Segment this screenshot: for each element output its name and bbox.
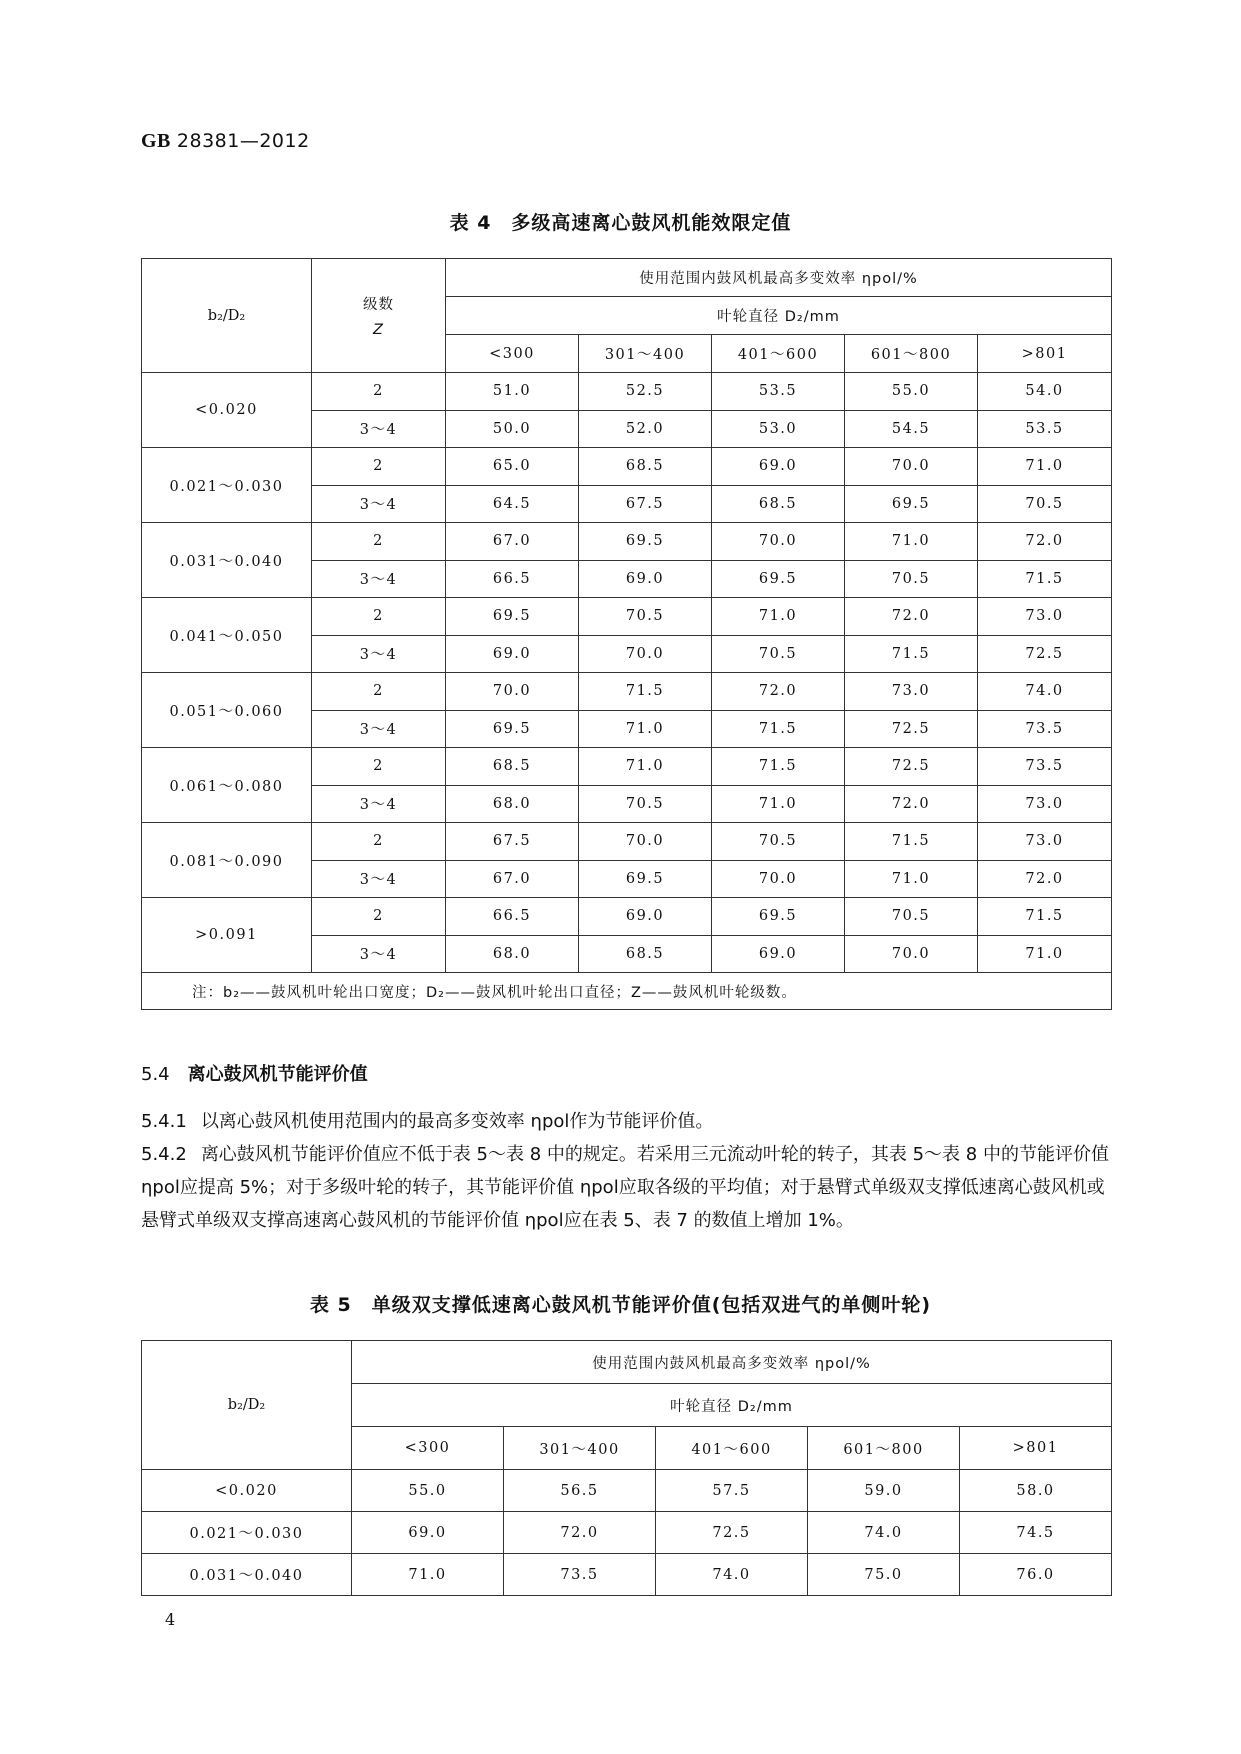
standard-number: 28381—2012	[176, 130, 310, 152]
t4-stage-cell: 2	[312, 448, 446, 486]
t4-stage-cell: 3～4	[312, 785, 446, 823]
t4-value-cell: 71.0	[845, 860, 978, 898]
paragraph-text: 离心鼓风机节能评价值应不低于表 5～表 8 中的规定。若采用三元流动叶轮的转子，其表 5～表 8 中的节能评价值 ηpol应提高 5%；对于多级叶轮的转子，其节能评价值 ηpol应取各级的平均值；对于悬臂式单级双支撑低速离心鼓风机或悬臂式单级双支撑高速离心鼓风机的节能评价值 ηpol应在表 5、表 7 的数值上增加 1%。	[141, 1144, 1109, 1231]
t4-value-cell: 50.0	[446, 410, 579, 448]
t4-value-cell: 70.5	[845, 560, 978, 598]
t4-value-cell: 73.5	[978, 748, 1112, 786]
t4-value-cell: 71.5	[845, 635, 978, 673]
t5-value-cell: 56.5	[504, 1470, 656, 1512]
t4-stage-cell: 2	[312, 373, 446, 411]
t4-stage-cell: 2	[312, 523, 446, 561]
table5	[141, 1340, 1112, 1596]
table-row	[142, 448, 1112, 486]
t4-value-cell: 71.5	[712, 710, 845, 748]
table4-caption: 表 4 多级高速离心鼓风机能效限定值	[449, 212, 792, 234]
t4-value-cell: 54.5	[845, 410, 978, 448]
t4-value-cell: 67.5	[579, 485, 712, 523]
t4-stage-cell: 3～4	[312, 410, 446, 448]
t5-value-cell: 74.5	[960, 1512, 1112, 1554]
t4-note: 注：b₂——鼓风机叶轮出口宽度；D₂——鼓风机叶轮出口直径；Z——鼓风机叶轮级数。	[142, 973, 1112, 1010]
t4-value-cell: 70.5	[712, 823, 845, 861]
t4-ratio-cell: 0.061～0.080	[142, 748, 312, 823]
t5-column-header: <300	[352, 1427, 504, 1470]
t5-ratio-cell: 0.031～0.040	[142, 1554, 352, 1596]
standard-header	[141, 130, 310, 153]
t4-value-cell: 67.0	[446, 523, 579, 561]
t4-stage-header	[312, 259, 446, 373]
t4-ratio-cell: 0.041～0.050	[142, 598, 312, 673]
t4-value-cell: 73.5	[978, 710, 1112, 748]
t4-value-cell: 68.0	[446, 935, 579, 973]
t4-value-cell: 73.0	[845, 673, 978, 711]
t5-value-cell: 55.0	[352, 1470, 504, 1512]
section-number: 5.4	[141, 1064, 170, 1085]
t4-stage-cell: 2	[312, 598, 446, 636]
t4-value-cell: 69.5	[712, 560, 845, 598]
t4-value-cell: 52.0	[579, 410, 712, 448]
paragraph-number: 5.4.2	[141, 1144, 187, 1165]
t5-column-header: 301～400	[504, 1427, 656, 1470]
t4-stage-cell: 3～4	[312, 635, 446, 673]
t5-value-cell: 75.0	[808, 1554, 960, 1596]
t4-value-cell: 68.5	[579, 448, 712, 486]
t4-stage-cell: 2	[312, 898, 446, 936]
t4-value-cell: 72.5	[978, 635, 1112, 673]
t4-value-cell: 53.5	[712, 373, 845, 411]
t4-value-cell: 70.5	[579, 785, 712, 823]
t4-value-cell: 73.0	[978, 785, 1112, 823]
t4-value-cell: 54.0	[978, 373, 1112, 411]
t4-value-cell: 69.0	[446, 635, 579, 673]
t4-value-cell: 71.5	[579, 673, 712, 711]
t4-value-cell: 66.5	[446, 898, 579, 936]
t4-stage-cell: 3～4	[312, 860, 446, 898]
t4-value-cell: 53.0	[712, 410, 845, 448]
t5-efficiency-header: 使用范围内鼓风机最高多变效率 ηpol/%	[352, 1341, 1112, 1384]
t4-value-cell: 71.0	[978, 448, 1112, 486]
t4-value-cell: 70.0	[712, 860, 845, 898]
t4-value-cell: 69.5	[579, 523, 712, 561]
t5-ratio-cell: <0.020	[142, 1470, 352, 1512]
t5-value-cell: 58.0	[960, 1470, 1112, 1512]
t4-diameter-header: 叶轮直径 D₂/mm	[446, 297, 1112, 335]
t4-column-header: 601～800	[845, 335, 978, 373]
t4-value-cell: 69.5	[446, 710, 579, 748]
table4	[141, 258, 1112, 1010]
t5-value-cell: 71.0	[352, 1554, 504, 1596]
t5-value-cell: 74.0	[656, 1554, 808, 1596]
table-row	[142, 523, 1112, 561]
table-row	[142, 673, 1112, 711]
t4-value-cell: 71.5	[978, 898, 1112, 936]
paragraph-5-4-2	[141, 1138, 1111, 1237]
t4-value-cell: 71.0	[579, 710, 712, 748]
t4-value-cell: 72.5	[845, 710, 978, 748]
t4-column-header: 401～600	[712, 335, 845, 373]
t4-value-cell: 70.5	[845, 898, 978, 936]
t4-value-cell: 69.5	[579, 860, 712, 898]
t4-stage-cell: 3～4	[312, 560, 446, 598]
t5-value-cell: 74.0	[808, 1512, 960, 1554]
t4-stage-cell: 2	[312, 823, 446, 861]
t4-value-cell: 70.5	[978, 485, 1112, 523]
t4-stage-cell: 3～4	[312, 935, 446, 973]
t4-value-cell: 70.0	[845, 935, 978, 973]
t4-ratio-header: b₂/D₂	[142, 259, 312, 373]
t4-value-cell: 69.0	[579, 560, 712, 598]
table-row	[142, 373, 1112, 411]
t4-stage-cell: 2	[312, 748, 446, 786]
t4-stage-cell: 3～4	[312, 485, 446, 523]
t4-value-cell: 72.0	[978, 523, 1112, 561]
t4-stage-cell: 2	[312, 673, 446, 711]
t5-value-cell: 73.5	[504, 1554, 656, 1596]
t5-value-cell: 72.5	[656, 1512, 808, 1554]
t4-value-cell: 71.0	[712, 598, 845, 636]
table-row	[142, 748, 1112, 786]
t4-column-header: >801	[978, 335, 1112, 373]
t4-value-cell: 69.5	[712, 898, 845, 936]
t4-value-cell: 70.0	[579, 823, 712, 861]
paragraph-number: 5.4.1	[141, 1111, 187, 1132]
t4-value-cell: 70.0	[579, 635, 712, 673]
section-5-4-heading	[141, 1060, 368, 1086]
t4-value-cell: 71.0	[712, 785, 845, 823]
t5-body	[142, 1470, 1112, 1596]
paragraph-5-4-1	[141, 1105, 1111, 1138]
t4-value-cell: 55.0	[845, 373, 978, 411]
t4-value-cell: 67.0	[446, 860, 579, 898]
t4-value-cell: 68.0	[446, 785, 579, 823]
t4-value-cell: 69.0	[712, 935, 845, 973]
t4-value-cell: 53.5	[978, 410, 1112, 448]
t4-value-cell: 73.0	[978, 823, 1112, 861]
t4-value-cell: 69.5	[845, 485, 978, 523]
t4-efficiency-header: 使用范围内鼓风机最高多变效率 ηpol/%	[446, 259, 1112, 297]
t5-column-header: >801	[960, 1427, 1112, 1470]
t4-ratio-cell: 0.031～0.040	[142, 523, 312, 598]
t4-ratio-cell: 0.051～0.060	[142, 673, 312, 748]
t4-value-cell: 66.5	[446, 560, 579, 598]
t4-stage-label: 级数	[363, 297, 394, 313]
table-row	[142, 1512, 1112, 1554]
table-row	[142, 598, 1112, 636]
t4-value-cell: 67.5	[446, 823, 579, 861]
t4-ratio-cell: <0.020	[142, 373, 312, 448]
page-number: 4	[165, 1610, 176, 1629]
t5-value-cell: 69.0	[352, 1512, 504, 1554]
t4-value-cell: 51.0	[446, 373, 579, 411]
t4-value-cell: 71.0	[579, 748, 712, 786]
t4-value-cell: 71.5	[845, 823, 978, 861]
t4-ratio-cell: 0.021～0.030	[142, 448, 312, 523]
table-row	[142, 898, 1112, 936]
t4-value-cell: 74.0	[978, 673, 1112, 711]
t4-value-cell: 71.0	[978, 935, 1112, 973]
t4-value-cell: 70.0	[712, 523, 845, 561]
t4-column-header: 301～400	[579, 335, 712, 373]
t4-value-cell: 70.5	[712, 635, 845, 673]
table-row	[142, 1554, 1112, 1596]
t4-value-cell: 64.5	[446, 485, 579, 523]
paragraph-text: 以离心鼓风机使用范围内的最高多变效率 ηpol作为节能评价值。	[200, 1111, 714, 1132]
section-title: 离心鼓风机节能评价值	[187, 1064, 368, 1085]
t5-ratio-cell: 0.021～0.030	[142, 1512, 352, 1554]
t4-value-cell: 68.5	[579, 935, 712, 973]
t5-value-cell: 59.0	[808, 1470, 960, 1512]
t4-column-header: <300	[446, 335, 579, 373]
t4-value-cell: 65.0	[446, 448, 579, 486]
t4-body	[142, 373, 1112, 973]
t4-value-cell: 70.5	[579, 598, 712, 636]
t5-value-cell: 76.0	[960, 1554, 1112, 1596]
t4-value-cell: 68.5	[446, 748, 579, 786]
t4-value-cell: 71.5	[978, 560, 1112, 598]
t4-value-cell: 69.5	[446, 598, 579, 636]
t4-ratio-cell: 0.081～0.090	[142, 823, 312, 898]
t4-value-cell: 72.0	[712, 673, 845, 711]
t4-value-cell: 69.0	[712, 448, 845, 486]
t5-column-header: 601～800	[808, 1427, 960, 1470]
t4-stage-cell: 3～4	[312, 710, 446, 748]
t5-ratio-header: b₂/D₂	[142, 1341, 352, 1470]
t4-value-cell: 73.0	[978, 598, 1112, 636]
t4-value-cell: 72.0	[845, 785, 978, 823]
t4-value-cell: 69.0	[579, 898, 712, 936]
t4-value-cell: 68.5	[712, 485, 845, 523]
t5-value-cell: 72.0	[504, 1512, 656, 1554]
t4-value-cell: 70.0	[446, 673, 579, 711]
t5-value-cell: 57.5	[656, 1470, 808, 1512]
t4-value-cell: 71.5	[712, 748, 845, 786]
t4-stage-symbol: Z	[373, 322, 384, 338]
t5-diameter-header: 叶轮直径 D₂/mm	[352, 1384, 1112, 1427]
t4-value-cell: 70.0	[845, 448, 978, 486]
t4-value-cell: 71.0	[845, 523, 978, 561]
table-row	[142, 1470, 1112, 1512]
t4-value-cell: 72.5	[845, 748, 978, 786]
t4-ratio-cell: >0.091	[142, 898, 312, 973]
table5-caption: 表 5 单级双支撑低速离心鼓风机节能评价值(包括双进气的单侧叶轮)	[309, 1294, 932, 1316]
t4-value-cell: 52.5	[579, 373, 712, 411]
standard-prefix: GB	[141, 130, 171, 152]
t4-value-cell: 72.0	[978, 860, 1112, 898]
t5-column-header: 401～600	[656, 1427, 808, 1470]
table-row	[142, 823, 1112, 861]
t4-value-cell: 72.0	[845, 598, 978, 636]
